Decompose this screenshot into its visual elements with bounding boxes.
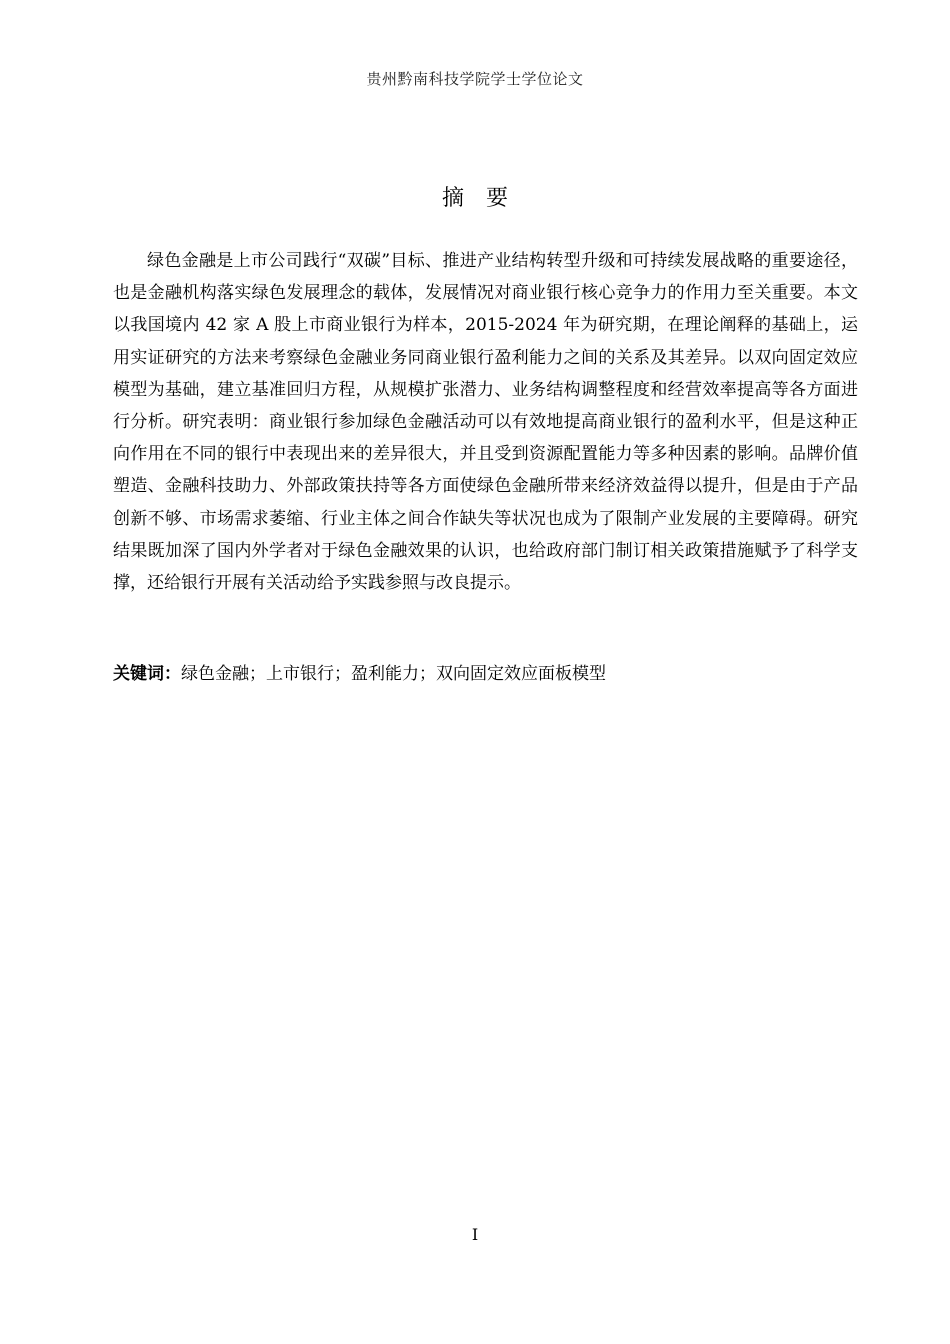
keywords-text: 绿色金融；上市银行；盈利能力；双向固定效应面板模型 bbox=[181, 664, 606, 684]
abstract-body: 绿色金融是上市公司践行“双碳”目标、推进产业结构转型升级和可持续发展战略的重要途径，也是金融机构落实绿色发展理念的载体，发展情况对商业银行核心竞争力的作用力至关重要。本文以我国境内 42 家 A 股上市商业银行为样本，2015-2024 年为研究期，在理论阐释的基础上，运用实证研究的方法来考察绿色金融业务同商业银行盈利能力之间的关系及其差异。以双向固定效应模型为基础，建立基准回归方程，从规模扩张潜力、业务结构调整程度和经营效率提高等各方面进行分析。研究表明：商业银行参加绿色金融活动可以有效地提高商业银行的盈利水平，但是这种正向作用在不同的银行中表现出来的差异很大，并且受到资源配置能力等多种因素的影响。品牌价值塑造、金融科技助力、外部政策扶持等各方面使绿色金融所带来经济效益得以提升，但是由于产品创新不够、市场需求萎缩、行业主体之间合作缺失等状况也成为了限制产业发展的主要障碍。研究结果既加深了国内外学者对于绿色金融效果的认识，也给政府部门制订相关政策措施赋予了科学支撑，还给银行开展有关活动给予实践参照与改良提示。 bbox=[113, 251, 858, 594]
page-number: I bbox=[471, 1225, 479, 1244]
keywords-label: 关键词： bbox=[113, 664, 181, 684]
page-header: 贵州黔南科技学院学士学位论文 bbox=[366, 70, 584, 88]
keywords-line bbox=[113, 659, 858, 689]
abstract-title: 摘要 bbox=[441, 186, 530, 211]
